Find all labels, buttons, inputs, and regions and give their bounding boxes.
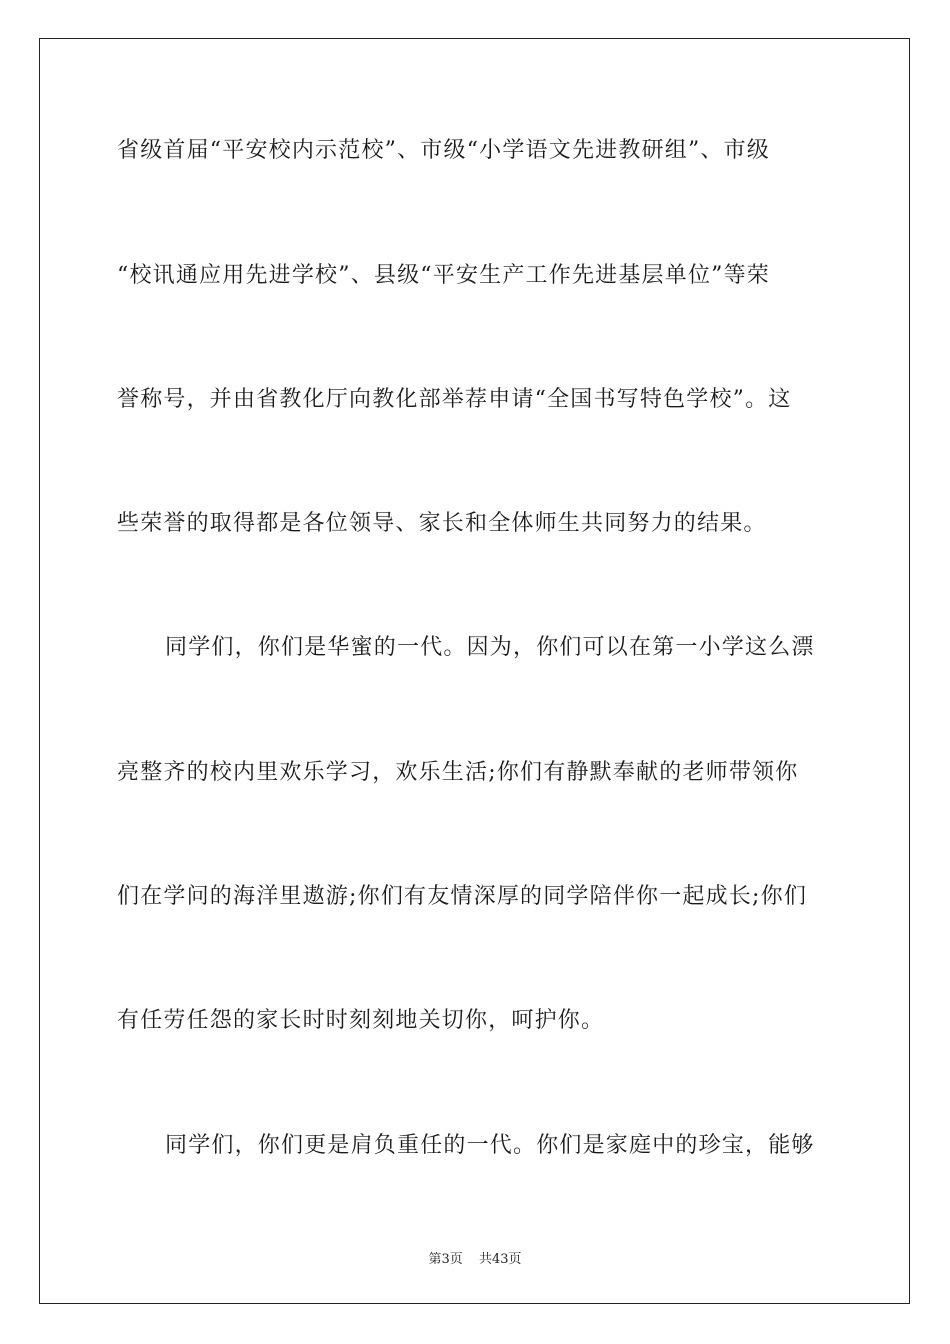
- text-line-8: 有任劳任怨的家长时时刻刻地关切你，呵护你。: [117, 1008, 605, 1033]
- page-number: 第3页: [428, 1252, 463, 1267]
- page-total: 共43页: [478, 1252, 522, 1267]
- text-line-9: 同学们，你们更是肩负重任的一代。你们是家庭中的珍宝，能够: [165, 1133, 815, 1158]
- text-line-3: 誉称号，并由省教化厅向教化部举荐申请“全国书写特色学校”。这: [117, 387, 792, 412]
- text-line-7: 们在学问的海洋里遨游;你们有友情深厚的同学陪伴你一起成长;你们: [117, 884, 808, 909]
- text-line-6: 亮整齐的校内里欢乐学习，欢乐生活;你们有静默奉献的老师带领你: [117, 760, 799, 785]
- text-line-4: 些荣誉的取得都是各位领导、家长和全体师生共同努力的结果。: [117, 511, 767, 536]
- text-line-5: 同学们，你们是华蜜的一代。因为，你们可以在第一小学这么漂: [165, 635, 815, 660]
- page-border: [39, 38, 910, 1304]
- page-footer: [0, 1248, 950, 1267]
- text-line-2: “校讯通应用先进学校”、县级“平安生产工作先进基层单位”等荣: [117, 263, 770, 288]
- text-line-1: 省级首届“平安校内示范校”、市级“小学语文先进教研组”、市级: [117, 138, 770, 163]
